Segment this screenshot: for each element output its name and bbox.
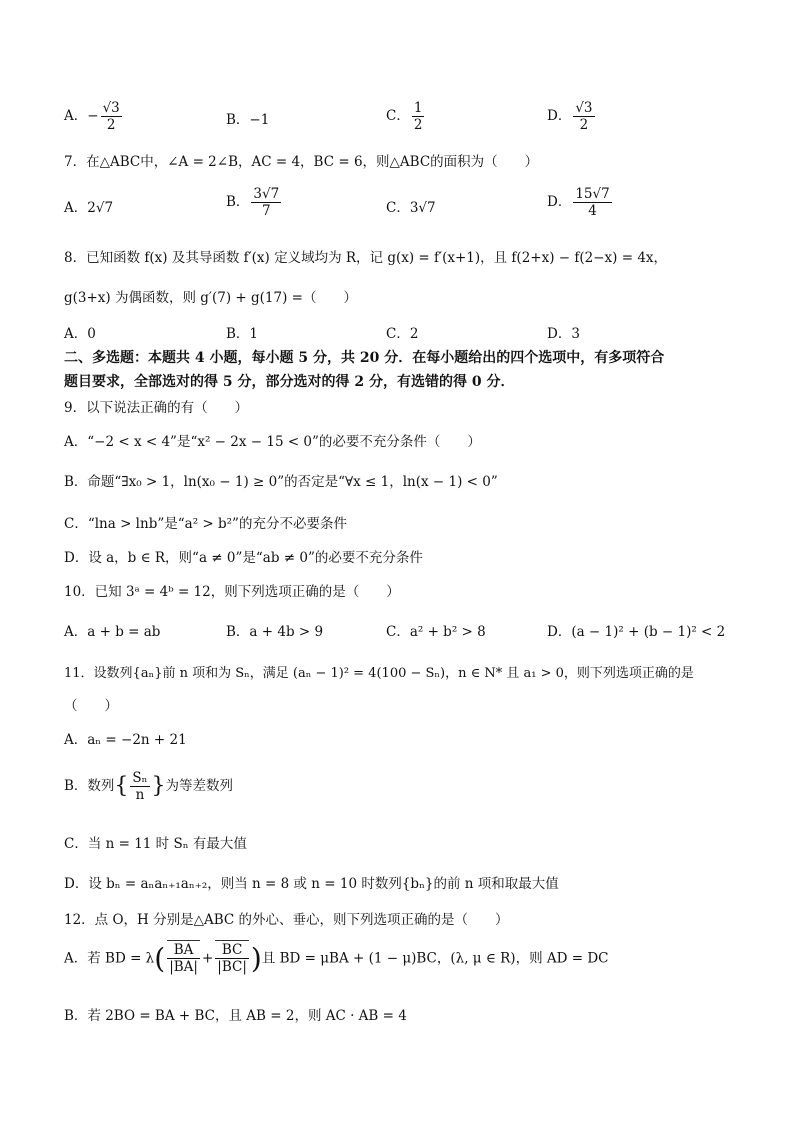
q6-d-num: √3 (575, 100, 593, 116)
q6-option-b: B．−1 (226, 112, 270, 128)
q6-d-fraction (573, 100, 594, 133)
q11-b-fraction (130, 770, 149, 803)
q7-b-label: B． (226, 194, 250, 211)
q9-option-d: D．设 a，b ∈ R，则“a ≠ 0”是“ab ≠ 0”的必要不充分条件 (64, 550, 423, 566)
q6-c-fraction (412, 100, 425, 133)
q9-stem: 9．以下说法正确的有（ ） (64, 400, 249, 416)
q11-option-c: C．当 n = 11 时 Sₙ 有最大值 (64, 836, 247, 852)
q9-option-b: B．命题“∃x₀ > 1，ln(x₀ − 1) ≥ 0”的否定是“∀x ≤ 1，ln(x − 1) < 0” (64, 474, 498, 490)
q6-d-den: 2 (579, 117, 589, 134)
q11-option-a: A．aₙ = −2n + 21 (64, 732, 187, 748)
q6-option-d (547, 100, 597, 133)
q6-c-den: 2 (413, 117, 423, 134)
q9-option-c: C．“lna > lnb”是“a² > b²”的充分不必要条件 (64, 516, 347, 532)
q6-c-label: C． (386, 108, 410, 125)
section2-heading-line1: 二、多选题：本题共 4 小题，每小题 5 分，共 20 分．在每小题给出的四个选项中，有多项符合 (64, 350, 665, 366)
q12-a-frac1-den: |BA| (169, 959, 198, 976)
q7-b-fraction (251, 186, 281, 219)
q6-a-fraction (101, 100, 122, 133)
q12-a-frac2 (215, 942, 249, 975)
q6-a-sign: − (87, 108, 99, 125)
q12-option-a (64, 942, 608, 976)
q10-option-a: A．a + b = ab (64, 624, 161, 640)
q11-b-brace-right: } (151, 773, 166, 799)
q7-option-d (547, 186, 614, 219)
q8-option-d: D．3 (547, 326, 580, 342)
q11-b-num: Sₙ (132, 770, 148, 786)
q8-option-a: A．0 (64, 326, 96, 342)
q11-b-tail: 为等差数列 (165, 778, 234, 795)
q7-d-den: 4 (588, 203, 597, 220)
q11-option-b (64, 770, 233, 803)
q6-d-label: D． (547, 108, 572, 125)
q7-option-a: A．2√7 (64, 200, 114, 216)
q11-stem-line2: （ ） (64, 698, 118, 714)
q11-b-label: B．数列 (64, 778, 115, 795)
q11-option-d: D．设 bₙ = aₙaₙ₊₁aₙ₊₂，则当 n = 8 或 n = 10 时数列{bₙ}的前 n 项和取最大值 (64, 876, 559, 892)
q12-stem: 12．点 O，H 分别是△ABC 的外心、垂心，则下列选项正确的是（ ） (64, 912, 509, 928)
q12-a-part2: 且 BD = μBA + (1 − μ)BC，(λ, μ ∈ R)，则 AD = DC (261, 950, 609, 967)
q12-a-part1: A．若 BD = λ (64, 950, 155, 967)
q6-a-num: √3 (102, 100, 120, 116)
q6-option-a (64, 100, 124, 133)
q7-option-b (226, 186, 283, 219)
q6-c-num: 1 (413, 100, 423, 116)
q10-option-d: D．(a − 1)² + (b − 1)² < 2 (547, 624, 726, 640)
q8-option-b: B．1 (226, 326, 259, 342)
q7-d-label: D． (547, 194, 572, 211)
section2-heading-line2: 题目要求，全部选对的得 5 分，部分选对的得 2 分，有选错的得 0 分． (64, 374, 515, 390)
q8-stem-line2: g(3+x) 为偶函数，则 g′(7) + g(17) =（ ） (64, 290, 357, 306)
q12-a-frac1-num: BA (167, 942, 200, 959)
q6-option-c (386, 100, 426, 133)
q12-a-frac2-num: BC (215, 942, 249, 959)
q11-stem-line1: 11．设数列{aₙ}前 n 项和为 Sₙ，满足 (aₙ − 1)² = 4(100 − Sₙ)，n ∈ N* 且 a₁ > 0，则下列选项正确的是 (64, 666, 694, 681)
q7-d-fraction (573, 186, 611, 219)
q11-b-brace-left: { (114, 773, 129, 799)
q9-option-a: A．“−2 < x < 4”是“x² − 2x − 15 < 0”的必要不充分条件（ ） (64, 434, 481, 450)
q8-option-c: C．2 (386, 326, 419, 342)
q7-d-num: 15√7 (575, 186, 610, 202)
q12-a-plus: + (201, 950, 214, 967)
q11-b-den: n (135, 787, 145, 804)
q12-a-frac2-den: |BC| (217, 959, 247, 976)
q7-option-c: C．3√7 (386, 200, 436, 216)
q7-stem: 7．在△ABC中，∠A = 2∠B，AC = 4，BC = 6，则△ABC的面积为（ ） (64, 154, 539, 170)
q10-stem: 10．已知 3ᵃ = 4ᵇ = 12，则下列选项正确的是（ ） (64, 584, 400, 600)
q6-a-den: 2 (106, 117, 116, 134)
q6-a-label: A． (64, 108, 88, 125)
q12-a-paren-right: ) (250, 942, 262, 975)
q12-a-frac1 (167, 942, 200, 975)
q7-b-den: 7 (262, 203, 271, 220)
q12-option-b: B．若 2BO = BA + BC，且 AB = 2，则 AC · AB = 4 (64, 1008, 407, 1024)
q10-option-b: B．a + 4b > 9 (226, 624, 324, 640)
q12-a-paren-left: ( (154, 942, 166, 975)
q10-option-c: C．a² + b² > 8 (386, 624, 486, 640)
q8-stem-line1: 8．已知函数 f(x) 及其导函数 f′(x) 定义域均为 R，记 g(x) = f′(x+1)，且 f(2+x) − f(2−x) = 4x， (64, 250, 668, 266)
q7-b-num: 3√7 (253, 186, 280, 202)
